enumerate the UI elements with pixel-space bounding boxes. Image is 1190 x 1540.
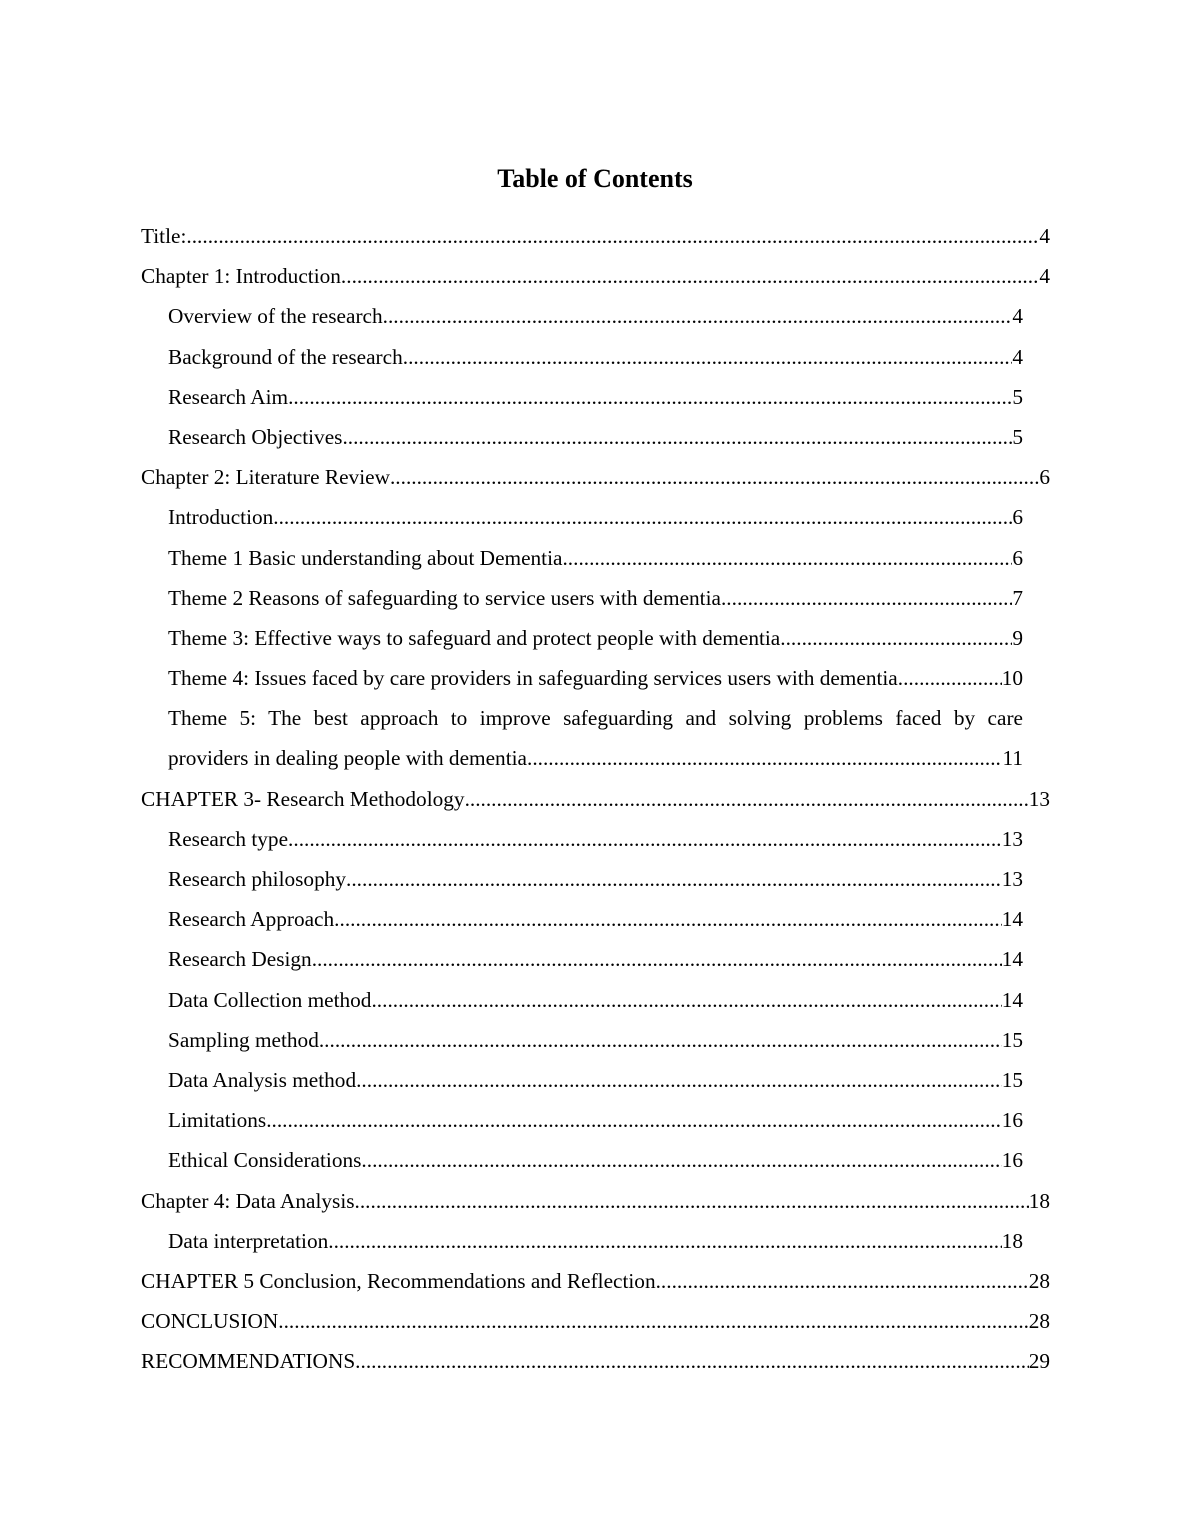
dot-leader bbox=[273, 497, 1012, 537]
toc-entry-label: CHAPTER 3- Research Methodology bbox=[141, 786, 465, 811]
toc-entry-research-aim[interactable] bbox=[168, 377, 1023, 417]
toc-entry-label: Research type bbox=[168, 826, 289, 851]
toc-entry-page: 15 bbox=[1001, 1067, 1023, 1092]
toc-entry-page: 28 bbox=[1028, 1268, 1050, 1293]
toc-entry-label: Title: bbox=[141, 224, 187, 248]
dot-leader bbox=[341, 256, 1039, 296]
toc-entry-label: Theme 2 Reasons of safeguarding to service users with dementia bbox=[168, 585, 721, 610]
toc-entry-label-continued: providers in dealing people with dementia bbox=[168, 746, 527, 771]
toc-entry-page: 10 bbox=[1001, 666, 1023, 691]
toc-entry-introduction[interactable] bbox=[168, 497, 1023, 537]
dot-leader bbox=[342, 417, 1012, 457]
toc-entry-page: 15 bbox=[1001, 1027, 1023, 1052]
toc-heading: Table of Contents bbox=[497, 164, 693, 193]
toc-entry-page: 29 bbox=[1028, 1349, 1050, 1374]
toc-entry-page: 18 bbox=[1001, 1228, 1023, 1253]
toc-entry-label: Theme 5: The best approach to improve safeguarding and solving problems faced by care bbox=[168, 706, 1023, 731]
toc-entry-conclusion[interactable] bbox=[141, 1301, 1050, 1341]
toc-entry-recommendations[interactable] bbox=[141, 1341, 1050, 1381]
toc-entry-page: 4 bbox=[1012, 344, 1023, 369]
toc-entry-page: 16 bbox=[1001, 1108, 1023, 1133]
toc-entry-research-type[interactable] bbox=[168, 819, 1023, 859]
toc-entry-limitations[interactable] bbox=[168, 1100, 1023, 1140]
dot-leader bbox=[355, 1181, 1029, 1221]
dot-leader bbox=[898, 658, 1002, 698]
toc-entry-label: Data Collection method bbox=[168, 987, 372, 1012]
toc-entry-chapter-4[interactable] bbox=[141, 1181, 1050, 1221]
toc-entry-page: 9 bbox=[1012, 625, 1023, 650]
toc-entry-page: 28 bbox=[1028, 1309, 1050, 1334]
dot-leader bbox=[780, 618, 1012, 658]
toc-entry-label: CONCLUSION bbox=[141, 1309, 279, 1334]
toc-entry-label: Limitations bbox=[168, 1108, 267, 1133]
toc-entry-page: 5 bbox=[1012, 424, 1023, 449]
toc-entry-sampling-method[interactable] bbox=[168, 1020, 1023, 1060]
toc-entry-label: Chapter 1: Introduction bbox=[141, 264, 341, 289]
dot-leader bbox=[356, 1060, 1002, 1100]
toc-entry-label: Research Objectives bbox=[168, 424, 343, 449]
dot-leader bbox=[562, 538, 1012, 578]
toc-entry-label: CHAPTER 5 Conclusion, Recommendations and Reflection bbox=[141, 1268, 656, 1293]
toc-entry-label: Data interpretation bbox=[168, 1228, 329, 1253]
table-of-contents bbox=[141, 216, 1050, 1381]
dot-leader bbox=[361, 1140, 1001, 1180]
toc-entry-label: Background of the research bbox=[168, 344, 403, 369]
dot-leader bbox=[721, 578, 1012, 618]
toc-entry-theme-1[interactable] bbox=[168, 538, 1023, 578]
toc-entry-page: 13 bbox=[1001, 826, 1023, 851]
toc-entry-label: Chapter 2: Literature Review bbox=[141, 465, 390, 490]
dot-leader bbox=[355, 1341, 1029, 1381]
toc-entry-page: 6 bbox=[1012, 505, 1023, 530]
toc-entry-label: RECOMMENDATIONS bbox=[141, 1349, 356, 1374]
dot-leader bbox=[403, 337, 1013, 377]
toc-entry-page: 5 bbox=[1012, 384, 1023, 409]
dot-leader bbox=[656, 1261, 1029, 1301]
toc-entry-background[interactable] bbox=[168, 337, 1023, 377]
toc-entry-chapter-1[interactable] bbox=[141, 256, 1050, 296]
dot-leader bbox=[288, 377, 1012, 417]
toc-entry-research-objectives[interactable] bbox=[168, 417, 1023, 457]
dot-leader bbox=[328, 1221, 1001, 1261]
toc-entry-label: Theme 1 Basic understanding about Dementia bbox=[168, 545, 563, 570]
dot-leader bbox=[288, 819, 1002, 859]
toc-entry-page: 18 bbox=[1028, 1188, 1050, 1213]
toc-entry-ethical-considerations[interactable] bbox=[168, 1140, 1023, 1180]
toc-entry-theme-2[interactable] bbox=[168, 578, 1023, 618]
toc-entry-page: 14 bbox=[1001, 987, 1023, 1012]
toc-entry-page: 14 bbox=[1001, 907, 1023, 932]
dot-leader bbox=[312, 939, 1002, 979]
toc-entry-label: Research Approach bbox=[168, 907, 335, 932]
toc-entry-label: Research philosophy bbox=[168, 867, 347, 891]
toc-entry-page: 14 bbox=[1001, 947, 1023, 972]
toc-entry-chapter-5[interactable] bbox=[141, 1261, 1050, 1301]
dot-leader bbox=[465, 779, 1029, 819]
toc-entry-page: 4 bbox=[1039, 224, 1050, 248]
toc-entry-theme-4[interactable] bbox=[168, 658, 1023, 698]
toc-entry-page: 4 bbox=[1012, 304, 1023, 329]
toc-entry-label: Theme 3: Effective ways to safeguard and protect people with dementia bbox=[168, 625, 781, 650]
toc-entry-chapter-3[interactable] bbox=[141, 779, 1050, 819]
toc-entry-page: 16 bbox=[1001, 1148, 1023, 1173]
toc-entry-data-interpretation[interactable] bbox=[168, 1221, 1023, 1261]
toc-entry-page: 13 bbox=[1028, 786, 1050, 811]
dot-leader bbox=[527, 738, 1002, 778]
toc-entry-label: Sampling method bbox=[168, 1027, 319, 1052]
toc-entry-label: Theme 4: Issues faced by care providers in safeguarding services users with dementia bbox=[168, 666, 898, 691]
dot-leader bbox=[266, 1100, 1002, 1140]
toc-entry-research-philosophy[interactable] bbox=[168, 859, 1023, 899]
toc-entry-label: Data Analysis method bbox=[168, 1067, 357, 1092]
toc-entry-theme-3[interactable] bbox=[168, 618, 1023, 658]
toc-entry-label: Introduction bbox=[168, 505, 274, 530]
toc-entry-label: Research Design bbox=[168, 947, 312, 972]
dot-leader bbox=[319, 1020, 1002, 1060]
toc-entry-data-analysis-method[interactable] bbox=[168, 1060, 1023, 1100]
toc-entry-chapter-2[interactable] bbox=[141, 457, 1050, 497]
toc-entry-continuation bbox=[168, 738, 1023, 778]
dot-leader bbox=[334, 899, 1002, 939]
toc-entry-label: Ethical Considerations bbox=[168, 1148, 362, 1173]
toc-entry-page: 6 bbox=[1039, 465, 1050, 490]
toc-entry-page: 11 bbox=[1002, 746, 1023, 771]
dot-leader bbox=[390, 457, 1039, 497]
dot-leader bbox=[278, 1301, 1028, 1341]
dot-leader bbox=[383, 296, 1013, 336]
dot-leader bbox=[371, 980, 1001, 1020]
toc-entry-page: 4 bbox=[1039, 264, 1050, 289]
toc-entry-title[interactable] bbox=[141, 216, 1050, 256]
toc-entry-theme-5[interactable] bbox=[168, 698, 1023, 778]
dot-leader bbox=[346, 859, 1002, 899]
dot-leader bbox=[186, 216, 1039, 256]
toc-entry-page: 13 bbox=[1001, 867, 1023, 891]
toc-entry-page: 7 bbox=[1012, 585, 1023, 610]
toc-entry-label: Research Aim bbox=[168, 384, 289, 409]
toc-entry-label: Chapter 4: Data Analysis bbox=[141, 1188, 355, 1213]
toc-entry-page: 6 bbox=[1012, 545, 1023, 570]
toc-entry-overview[interactable] bbox=[168, 296, 1023, 336]
toc-entry-research-design[interactable] bbox=[168, 939, 1023, 979]
toc-entry-research-approach[interactable] bbox=[168, 899, 1023, 939]
toc-entry-label: Overview of the research bbox=[168, 304, 383, 329]
toc-entry-data-collection[interactable] bbox=[168, 980, 1023, 1020]
